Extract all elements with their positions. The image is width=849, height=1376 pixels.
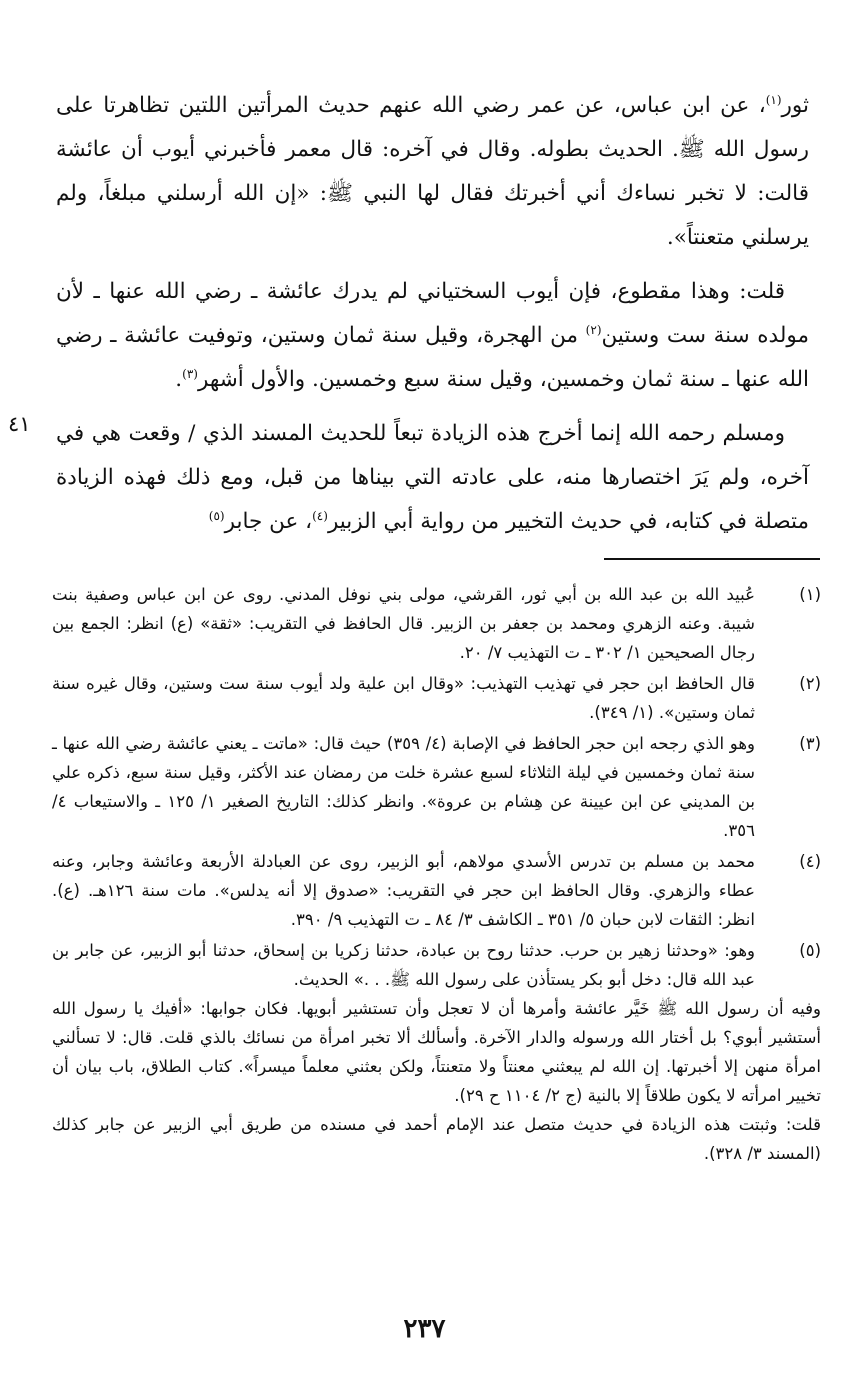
p2-end: .	[175, 367, 183, 392]
margin-page-number: ٤١	[8, 412, 31, 436]
footnote-ref-2: (٢)	[585, 322, 602, 337]
footnote-ref-3: (٣)	[182, 366, 198, 381]
footnotes	[52, 580, 821, 1168]
paragraph-2	[56, 270, 809, 402]
footnote-text: عُبيد الله بن عبد الله بن أبي ثور، القرشي، مولى بني نوفل المدني. روى عن ابن عباس وصفية بنت شيبة. وعنه الزهري ومحمد بن جعفر بن الزبير. قال الحافظ في التقريب: «ثقة» (ع) انظر: الجمع بين رجال الصحيحين ١/ ٣٠٢ ـ ت التهذيب ٧/ ٢٠.	[52, 585, 755, 662]
footnote-ref-5: (٥)	[208, 508, 225, 523]
p3-start: ومسلم رحمه الله إنما أخرج هذه الزيادة تبعاً للحديث المسند الذي / وقعت هي في آخره، ولم يَرَ اختصارها منه، على عادته التي بيناها من قبل، ومع ذلك فهذه الزيادة متصلة في كتابه، في حديث التخيير من رواية أبي الزبير	[56, 421, 809, 534]
footnote-number: (٣)	[799, 734, 821, 753]
footnote-4	[52, 847, 821, 934]
p1-start: ثور	[781, 93, 809, 118]
footnote-comment: قلت: وثبتت هذه الزيادة في حديث متصل عند الإمام أحمد في مسنده من طريق أبي الزبير عن جابر كذلك (المسند ٣/ ٣٢٨).	[52, 1115, 821, 1163]
p1-body: ، عن ابن عباس، عن عمر رضي الله عنهم حديث المرأتين اللتين تظاهرتا على رسول الله ﷺ. الحديث بطوله. وقال في آخره: قال معمر فأخبرني أيوب أن عائشة قالت: لا تخبر نساءك أني أخبرتك فقال لها النبي ﷺ: «إن الله أرسلني مبلغاً، ولم يرسلني متعنتاً».	[56, 93, 809, 250]
footnote-5-continuation: وفيه أن رسول الله ﷺ خَيَّر عائشة وأمرها أن لا تعجل وأن تستشير أبويها. فكان جوابها: «أفيك يا رسول الله أستشير أبوي؟ بل أختار الله ورسوله والدار الآخرة. وأسألك ألا تخبر امرأة من نسائك بالذي قلت. قال: لا تسألني امرأة منهن إلا أخبرتها. إن الله لم يبعثني معنتاً ولا متعنتاً، ولكن بعثني معلماً ميسراً». كتاب الطلاق، باب بيان أن تخيير امرأته لا يكون طلاقاً إلا بالنية (ج ٢/ ١١٠٤ ح ٢٩).	[52, 999, 821, 1105]
p3-end: ، عن جابر	[224, 509, 313, 534]
footnote-text: محمد بن مسلم بن تدرس الأسدي مولاهم، أبو الزبير، روى عن العبادلة الأربعة وعائشة وجابر، وعنه عطاء والزهري. وقال الحافظ ابن حجر في التقريب: «صدوق إلا أنه يدلس». مات سنة ١٢٦هـ. (ع). انظر: الثقات لابن حبان ٥/ ٣٥١ ـ الكاشف ٣/ ٨٤ ـ ت التهذيب ٩/ ٣٩٠.	[52, 852, 755, 929]
footnote-5	[52, 936, 821, 994]
footnote-ref-4: (٤)	[312, 508, 328, 523]
paragraph-1	[56, 84, 809, 260]
footnote-1	[52, 580, 821, 667]
footnote-3	[52, 729, 821, 845]
page-number: ٢٣٧	[403, 1314, 446, 1344]
footnote-text: وهو: «وحدثنا زهير بن حرب. حدثنا روح بن عبادة، حدثنا زكريا بن إسحاق، حدثنا أبو الزبير، عن جابر بن عبد الله قال: دخل أبو بكر يستأذن على رسول الله ﷺ. . .» الحديث.	[52, 941, 755, 989]
main-text	[56, 84, 809, 544]
footnote-ref-1: (١)	[765, 92, 782, 107]
footnote-number: (١)	[799, 585, 821, 604]
footnote-text: قال الحافظ ابن حجر في تهذيب التهذيب: «وقال ابن علية ولد أيوب سنة ست وستين، وقال غيره سنة ثمان وستين». (١/ ٣٤٩).	[52, 674, 755, 722]
footnote-2	[52, 669, 821, 727]
p2-middle: من الهجرة، وقيل سنة ثمان وستين، وتوفيت عائشة ـ رضي الله عنها ـ سنة ثمان وخمسين، وقيل سنة سبع وخمسين. والأول أشهر	[56, 323, 809, 392]
p2-start: قلت: وهذا مقطوع، فإن أيوب السختياني لم يدرك عائشة ـ رضي الله عنها ـ لأن مولده سنة ست وستين	[56, 279, 809, 348]
footnote-number: (٢)	[799, 674, 821, 693]
footnote-number: (٥)	[799, 941, 821, 960]
footnote-number: (٤)	[799, 852, 821, 871]
footnote-text: وهو الذي رجحه ابن حجر الحافظ في الإصابة (٤/ ٣٥٩) حيث قال: «ماتت ـ يعني عائشة رضي الله عنها ـ سنة ثمان وخمسين في ليلة الثلاثاء لسبع عشرة خلت من رمضان عند الأكثر، وقيل سنة سبع، ذكره علي بن المديني عن ابن عيينة عن هِشام بن عروة». وانظر كذلك: التاريخ الصغير ١/ ١٢٥ ـ والاستيعاب ٤/ ٣٥٦.	[52, 734, 755, 840]
paragraph-3	[56, 412, 809, 544]
footnote-divider	[604, 558, 820, 560]
